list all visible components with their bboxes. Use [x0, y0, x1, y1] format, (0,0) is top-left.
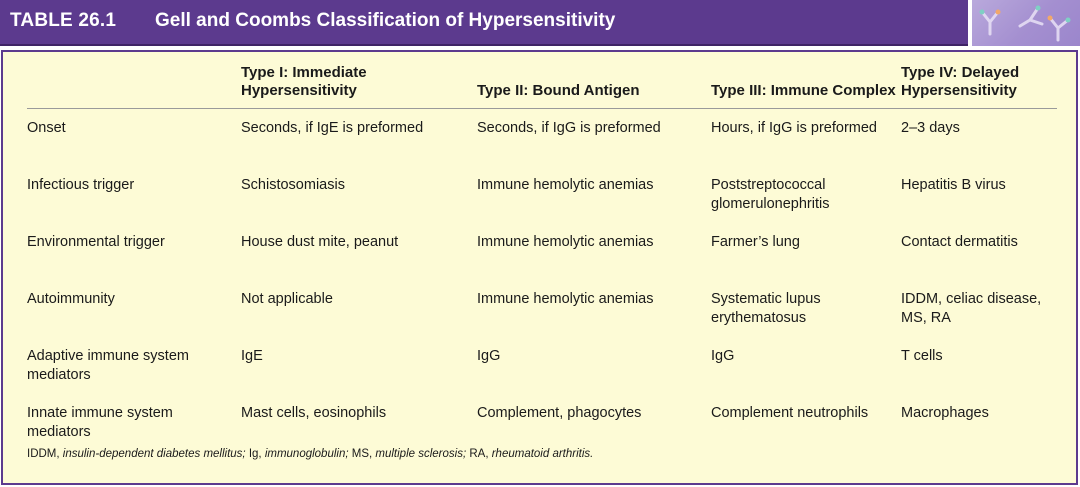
table-row: [27, 336, 1057, 393]
table-footnote: [27, 448, 593, 460]
table-cell: 2–3 days: [901, 120, 960, 136]
column-header: Type I: Immediate Hypersensitivity: [241, 64, 477, 109]
footnote-expansion: insulin-dependent diabetes mellitus;: [62, 448, 246, 460]
table-cell: T cells: [901, 348, 943, 364]
row-label: Environmental trigger: [27, 234, 165, 250]
table-cell: Mast cells, eosinophils: [241, 405, 387, 421]
hypersensitivity-table: [27, 64, 1057, 450]
footnote-abbr: RA,: [466, 448, 492, 460]
table-cell: Seconds, if IgG is preformed: [477, 120, 661, 136]
table-title: Gell and Coombs Classification of Hypersensitivity: [155, 10, 616, 31]
footnote-abbr: IDDM,: [27, 448, 63, 460]
table-row: [27, 109, 1057, 166]
row-label: Onset: [27, 120, 66, 136]
table-cell: Hepatitis B virus: [901, 177, 1006, 193]
column-header: Type III: Immune Complex: [711, 64, 901, 109]
footnote-abbr: Ig,: [245, 448, 265, 460]
table-cell: IgG: [477, 348, 501, 364]
table-cell: Poststreptococcal glomerulonephritis: [711, 177, 830, 212]
table-cell: Not applicable: [241, 291, 333, 307]
row-label: Adaptive immune system mediators: [27, 348, 189, 383]
footnote-expansion: rheumatoid arthritis.: [491, 448, 594, 460]
table-cell: Seconds, if IgE is preformed: [241, 120, 424, 136]
table-number: TABLE 26.1: [10, 10, 117, 31]
table-cell: Hours, if IgG is preformed: [711, 120, 877, 136]
table-cell: Macrophages: [901, 405, 989, 421]
table-cell: Contact dermatitis: [901, 234, 1018, 250]
column-header: Type IV: Delayed Hypersensitivity: [901, 64, 1057, 109]
table-cell: Complement neutrophils: [711, 405, 869, 421]
y-shaped-antibody-icon: [972, 0, 1080, 46]
row-label: Autoimmunity: [27, 291, 115, 307]
antibody-corner-art: [972, 0, 1080, 46]
table-row: [27, 279, 1057, 336]
table-row: [27, 165, 1057, 222]
table-cell: IDDM, celiac disease, MS, RA: [901, 291, 1042, 326]
row-label: Infectious trigger: [27, 177, 135, 193]
table-row: [27, 222, 1057, 279]
table-cell: Systematic lupus erythematosus: [711, 291, 821, 326]
table-title-bar: [0, 0, 968, 46]
table-header-row: [27, 64, 1057, 109]
footnote-abbr: MS,: [348, 448, 376, 460]
table-cell: IgG: [711, 348, 735, 364]
table-panel: [1, 50, 1078, 485]
footnote-expansion: immunoglobulin;: [264, 448, 349, 460]
table-cell: Immune hemolytic anemias: [477, 291, 654, 307]
footnote-expansion: multiple sclerosis;: [375, 448, 467, 460]
table-cell: Schistosomiasis: [241, 177, 345, 193]
table-cell: House dust mite, peanut: [241, 234, 399, 250]
table-cell: Immune hemolytic anemias: [477, 234, 654, 250]
row-label: Innate immune system mediators: [27, 405, 173, 440]
column-header: [27, 64, 241, 109]
table-cell: Immune hemolytic anemias: [477, 177, 654, 193]
table-cell: IgE: [241, 348, 263, 364]
column-header: Type II: Bound Antigen: [477, 64, 711, 109]
table-row: [27, 393, 1057, 450]
table-cell: Farmer’s lung: [711, 234, 800, 250]
table-cell: Complement, phagocytes: [477, 405, 642, 421]
